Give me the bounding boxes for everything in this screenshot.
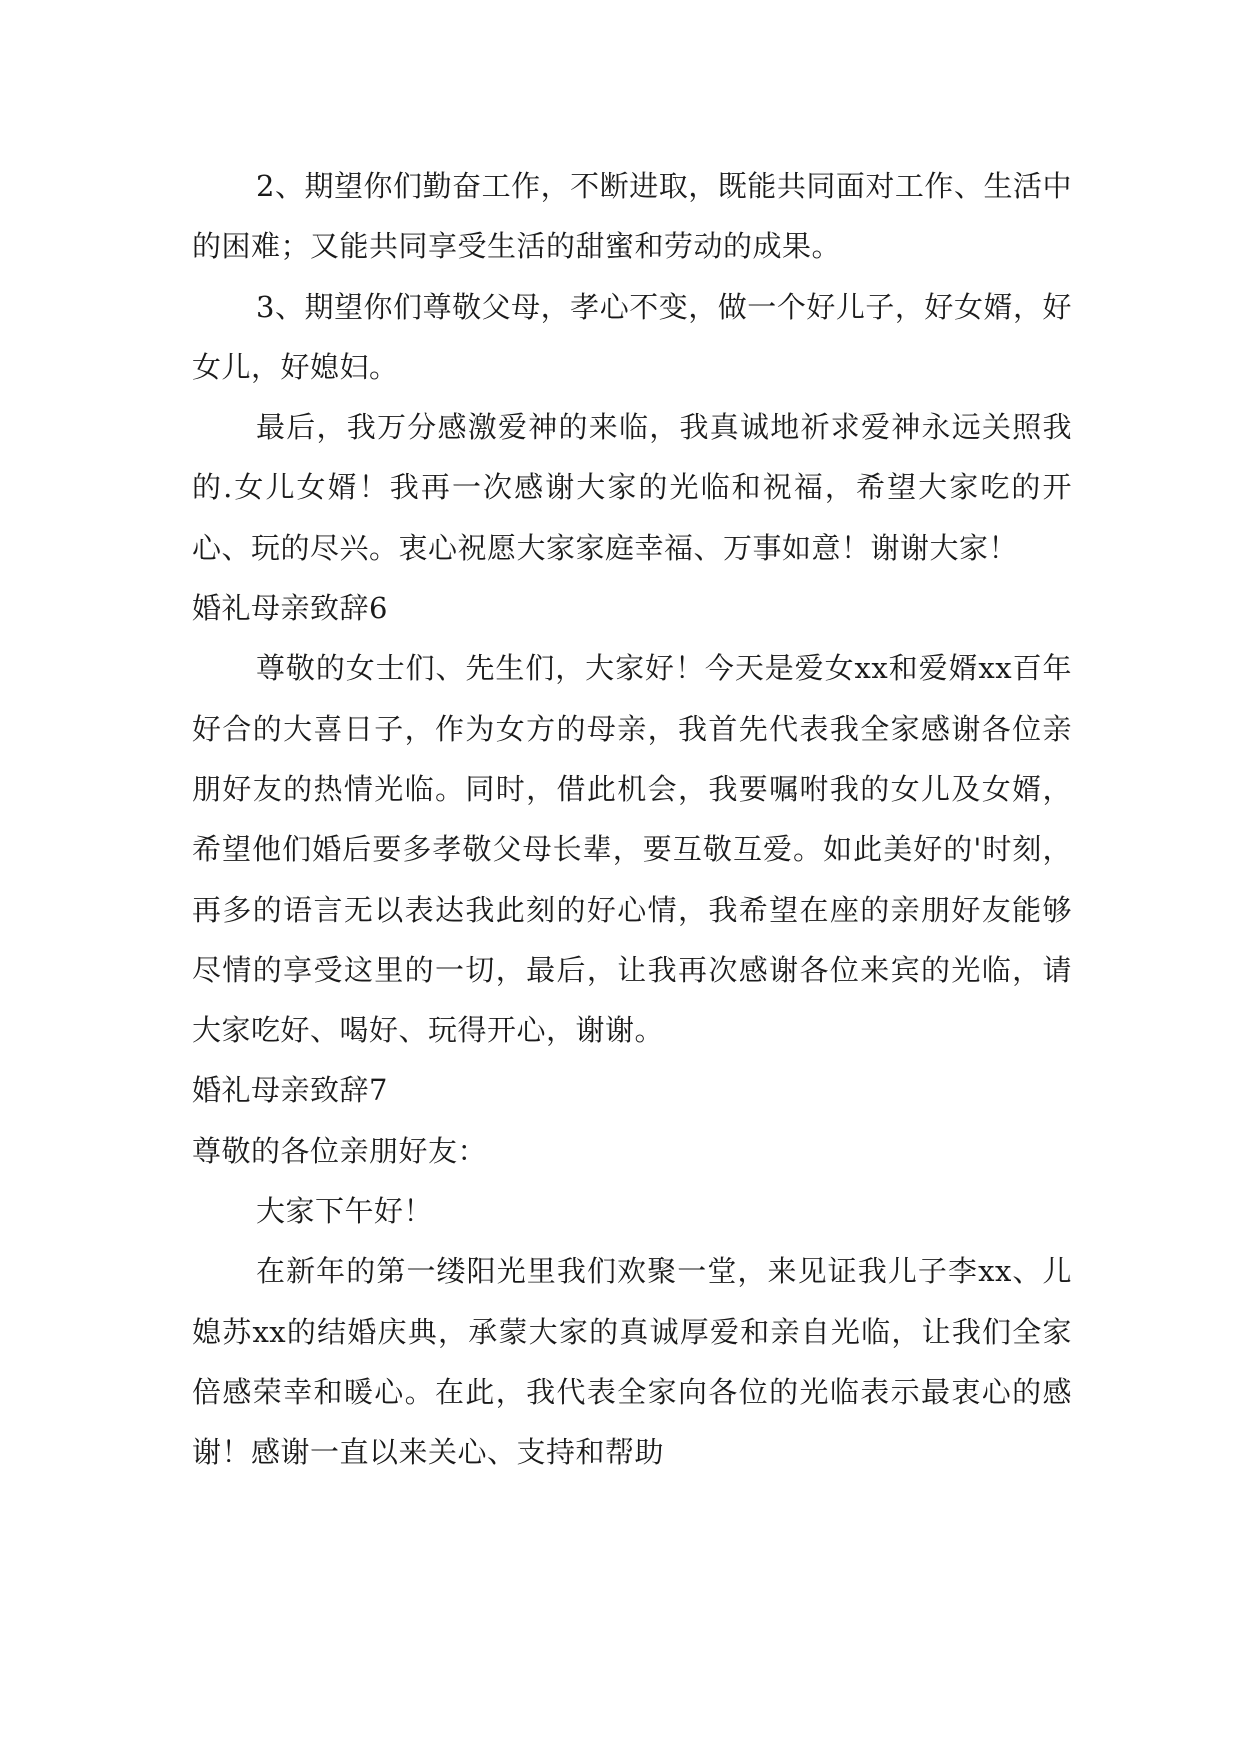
paragraph-wish-3: 3、期望你们尊敬父母，孝心不变，做一个好儿子，好女婿，好女儿，好媳妇。	[192, 289, 1072, 384]
section-heading-7: 婚礼母亲致辞7	[192, 1073, 388, 1108]
salutation: 尊敬的各位亲朋好友：	[192, 1133, 488, 1168]
section-heading-6: 婚礼母亲致辞6	[192, 591, 388, 626]
paragraph-speech-7: 在新年的第一缕阳光里我们欢聚一堂，来见证我儿子李xx、儿媳苏xx的结婚庆典，承蒙大家的真诚厚爱和亲自光临，让我们全家倍感荣幸和暖心。在此，我代表全家向各位的光临表示最衷心的感谢！感谢一直以来关心、支持和帮助	[192, 1254, 1072, 1470]
paragraph-wish-2: 2、期望你们勤奋工作，不断进取，既能共同面对工作、生活中的困难；又能共同享受生活的甜蜜和劳动的成果。	[192, 169, 1072, 264]
document-body	[192, 156, 1072, 1483]
paragraph-closing: 最后，我万分感激爱神的来临，我真诚地祈求爱神永远关照我的.女儿女婿！我再一次感谢大家的光临和祝福，希望大家吃的开心、玩的尽兴。衷心祝愿大家家庭幸福、万事如意！谢谢大家！	[192, 410, 1072, 565]
greeting: 大家下午好！	[256, 1194, 434, 1229]
paragraph-speech-6: 尊敬的女士们、先生们，大家好！今天是爱女xx和爱婿xx百年好合的大喜日子，作为女方的母亲，我首先代表我全家感谢各位亲朋好友的热情光临。同时，借此机会，我要嘱咐我的女儿及女婿，希望他们婚后要多孝敬父母长辈，要互敬互爱。如此美好的'时刻，再多的语言无以表达我此刻的好心情，我希望在座的亲朋好友能够尽情的享受这里的一切，最后，让我再次感谢各位来宾的光临，请大家吃好、喝好、玩得开心，谢谢。	[192, 651, 1072, 1048]
